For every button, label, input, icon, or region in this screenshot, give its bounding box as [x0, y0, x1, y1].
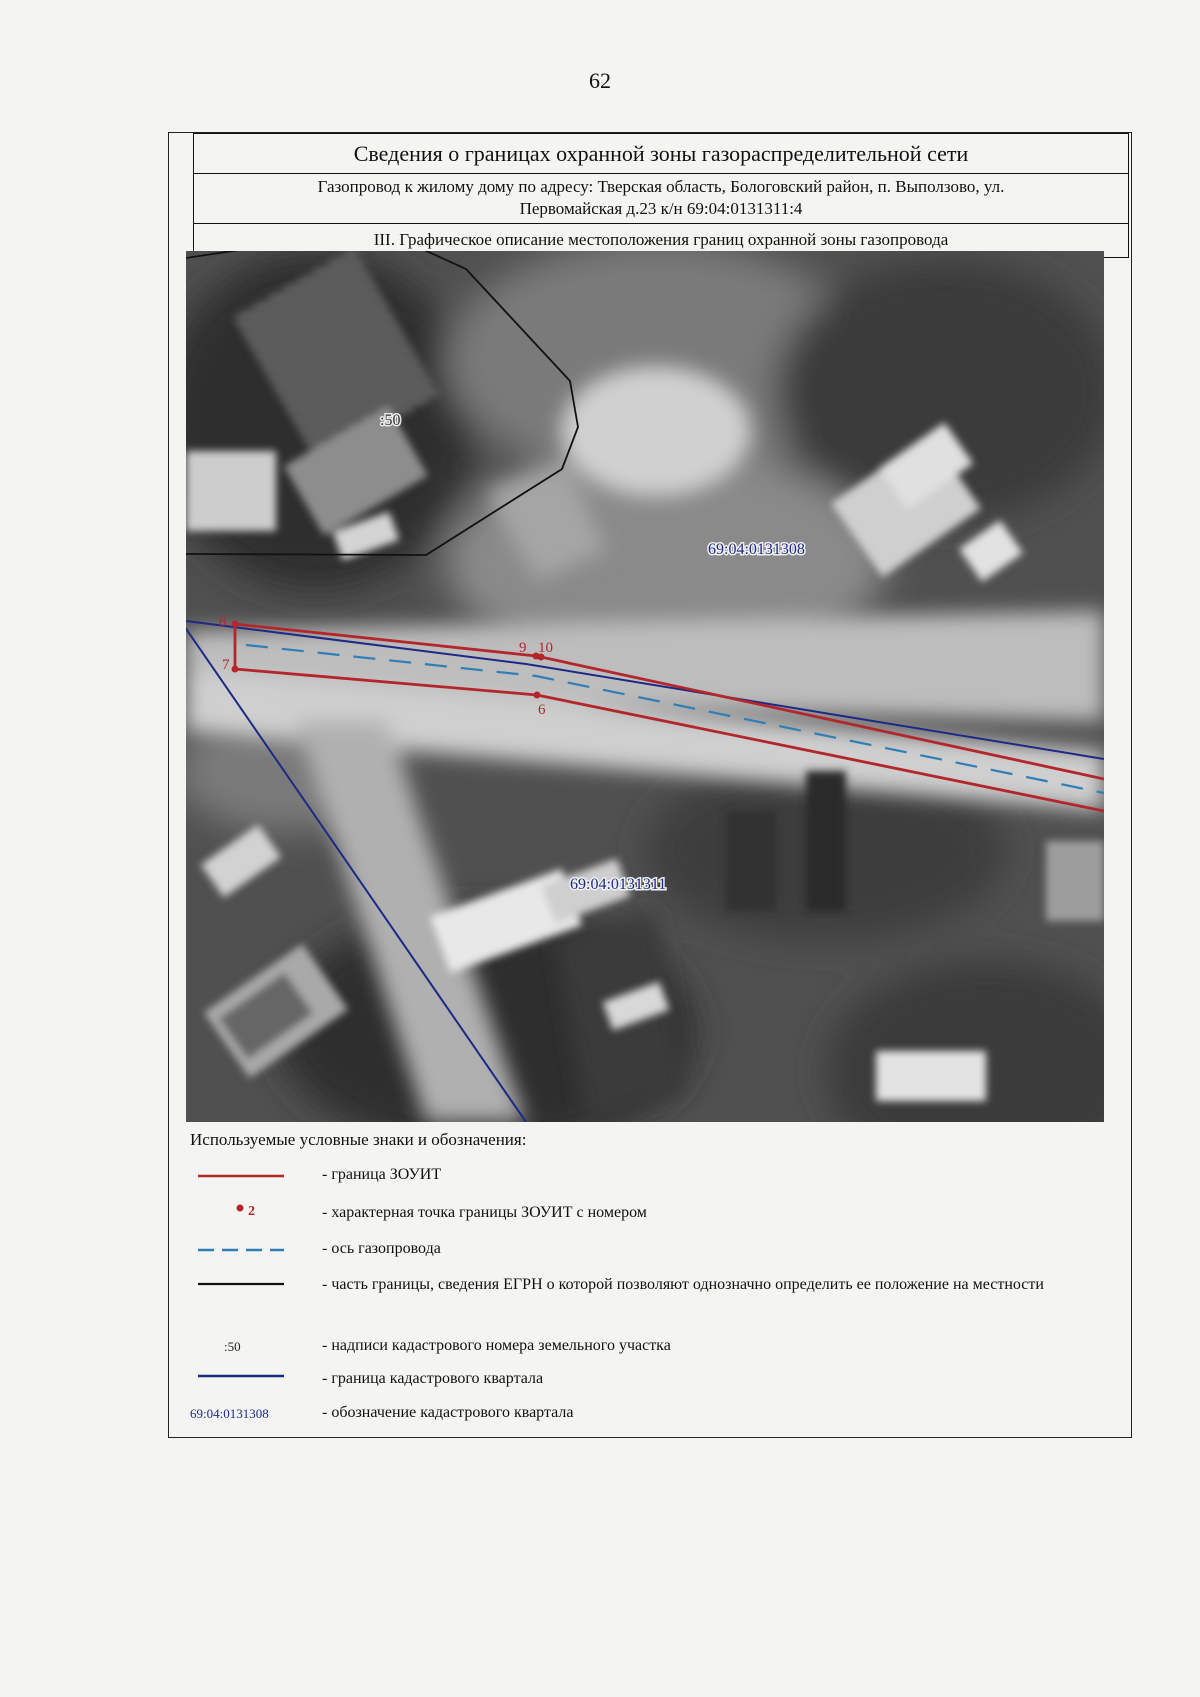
legend-title: Используемые условные знаки и обозначения:	[190, 1130, 527, 1149]
legend-text: - обозначение кадастрового квартала	[322, 1404, 574, 1421]
legend-text: - надписи кадастрового номера земельного участка	[322, 1337, 671, 1354]
point-marker-6	[534, 692, 541, 699]
legend-text: - характерная точка границы ЗОУИТ с номером	[322, 1204, 647, 1221]
parcel-label-icon	[196, 1335, 286, 1363]
red-solid-line-icon	[196, 1164, 286, 1192]
legend-text: - часть границы, сведения ЕГРН о которой позволяют однозначно определить ее положение на местности	[322, 1276, 1044, 1293]
point-label-7: 7	[222, 657, 230, 673]
cadastral-map	[186, 251, 1104, 1122]
quarter-label-south: 69:04:0131311	[570, 876, 667, 893]
red-point-icon	[196, 1202, 286, 1230]
legend-item-pipeline-axis	[0, 1238, 1200, 1268]
legend-text: - граница кадастрового квартала	[322, 1370, 544, 1387]
parcel-label-sample: :50	[224, 1339, 241, 1354]
point-marker-8	[232, 621, 239, 628]
page-number: 62	[589, 68, 611, 93]
point-label-10: 10	[538, 640, 553, 656]
object-description	[193, 174, 1129, 224]
header-table	[193, 133, 1129, 258]
legend-text: - граница ЗОУИТ	[322, 1166, 442, 1183]
quarter-label-north: 69:04:0131308	[708, 541, 805, 558]
legend-item-zouit-boundary	[0, 1164, 1200, 1194]
object-line-2: Первомайская д.23 к/н 69:04:0131311:4	[519, 199, 803, 218]
legend-item-quarter-label	[0, 1402, 1200, 1432]
document-title: Сведения о границах охранной зоны газораспределительной сети	[193, 133, 1129, 174]
legend-text: - ось газопровода	[322, 1240, 441, 1257]
section-title: III. Графическое описание местоположения границ охранной зоны газопровода	[193, 224, 1129, 258]
blue-solid-line-icon	[196, 1368, 286, 1396]
quarter-label-icon	[190, 1402, 286, 1430]
point-marker-7	[232, 666, 239, 673]
aerial-photo	[186, 251, 1104, 1122]
legend-item-quarter-boundary	[0, 1368, 1200, 1398]
legend-item-zouit-point	[0, 1202, 1200, 1232]
point-label-6: 6	[538, 702, 546, 718]
point-label-8: 8	[219, 614, 227, 630]
quarter-label-sample: 69:04:0131308	[190, 1406, 269, 1421]
black-solid-line-icon	[196, 1274, 286, 1302]
legend-item-parcel-label	[0, 1335, 1200, 1365]
parcel-label: :50	[380, 412, 401, 429]
point-sample-label: 2	[248, 1204, 255, 1219]
object-line-1: Газопровод к жилому дому по адресу: Тверская область, Бологовский район, п. Выползово, ул.	[317, 177, 1005, 196]
legend-item-known-boundary	[0, 1274, 1200, 1322]
blue-dashed-line-icon	[196, 1238, 286, 1266]
point-label-9: 9	[519, 640, 527, 656]
